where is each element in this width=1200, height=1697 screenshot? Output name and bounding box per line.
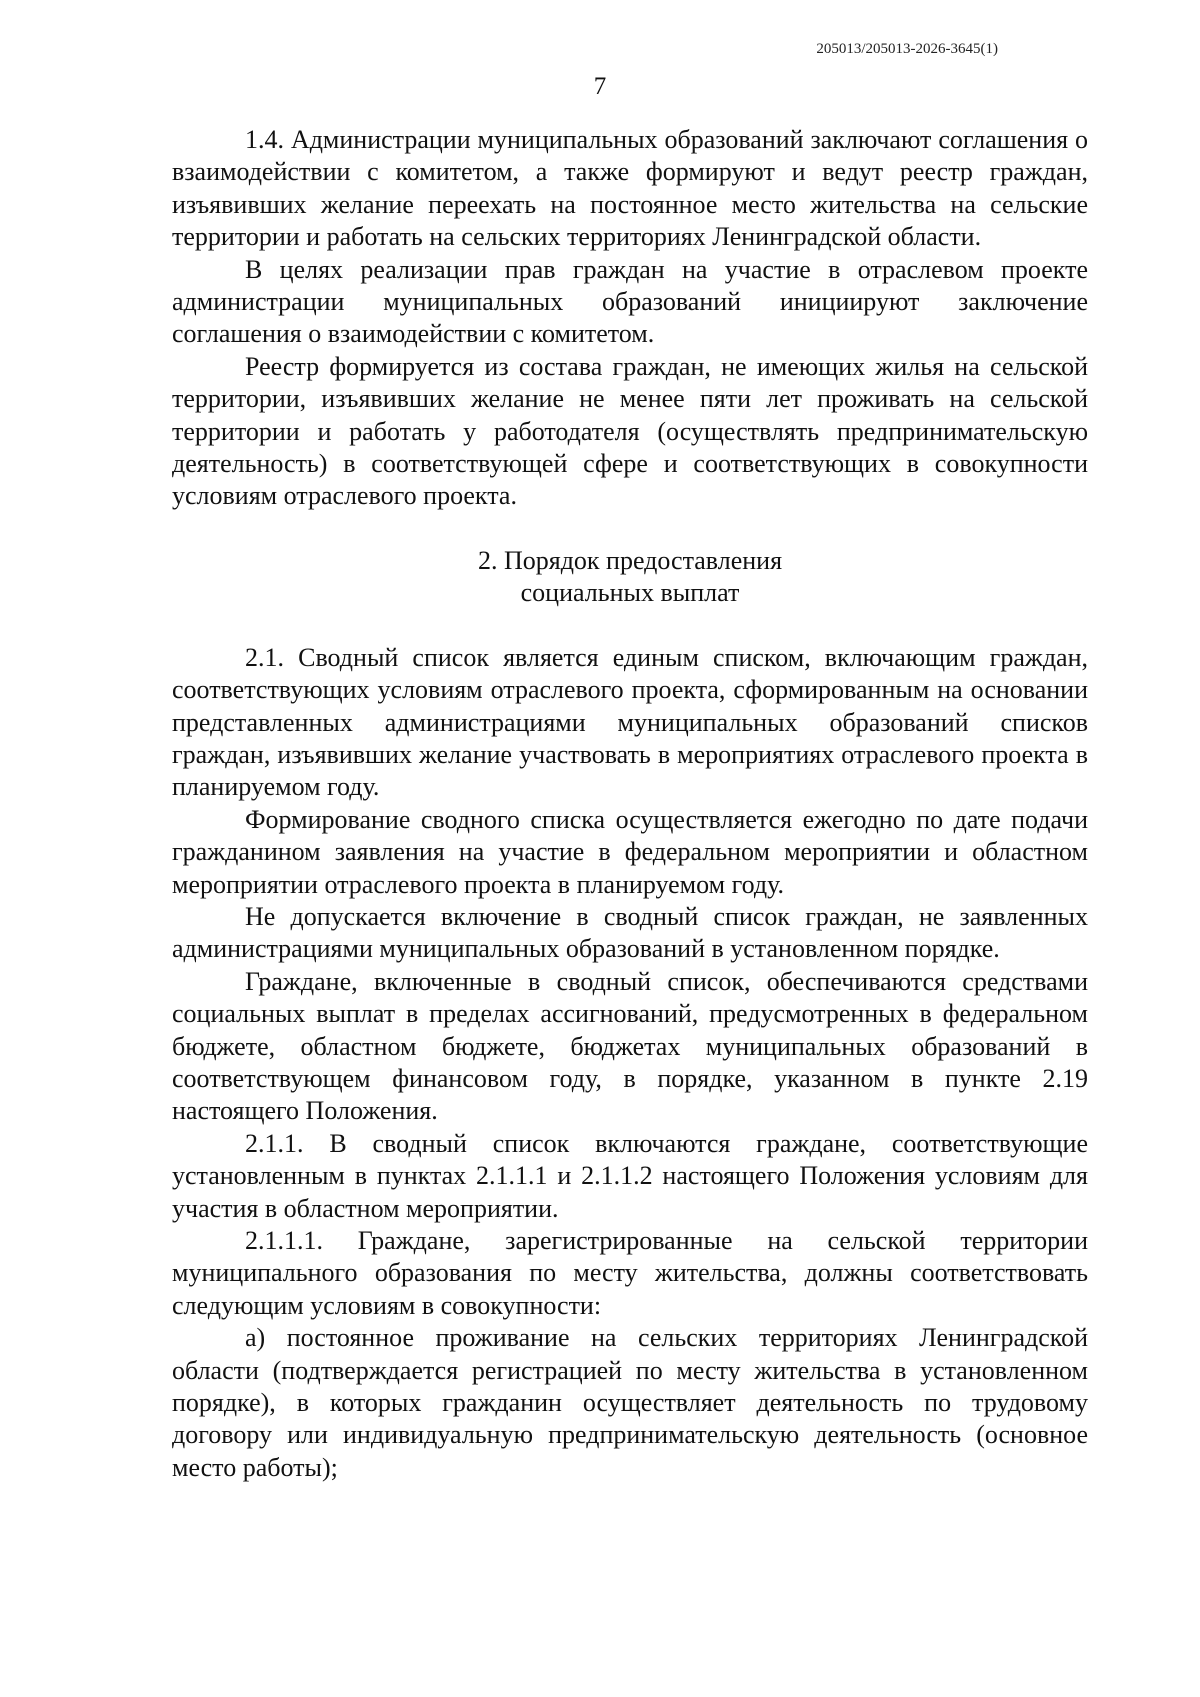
section-2-title-line-1: 2. Порядок предоставления bbox=[477, 545, 783, 575]
document-id: 205013/205013-2026-3645(1) bbox=[816, 41, 998, 57]
document-body bbox=[172, 124, 1088, 1484]
paragraph-2-1-1: 2.1.1. В сводный список включаются граждане, соответствующие установленным в пунктах 2.1.1.1 и 2.1.1.2 настоящего Положения условиям для участия в областном мероприятии. bbox=[172, 1128, 1088, 1223]
paragraph-registry: Реестр формируется из состава граждан, не имеющих жилья на сельской территории, изъявивших желание не менее пяти лет проживать на сельской территории и работать у работодателя (осуществлять предпринимательскую деятельность) в соответствующей сфере и соответствующих в совокупности условиям отраслевого проекта. bbox=[172, 351, 1088, 511]
paragraph-1-4: 1.4. Администрации муниципальных образований заключают соглашения о взаимодействии с комитетом, а также формируют и ведут реестр граждан, изъявивших желание переехать на постоянное место жительства на сельские территории и работать на сельских территориях Ленинградской области. bbox=[172, 125, 1088, 252]
section-2-title-line-2: социальных выплат bbox=[520, 578, 740, 608]
paragraph-funding: Граждане, включенные в сводный список, обеспечиваются средствами социальных выплат в пределах ассигнований, предусмотренных в федеральном бюджете, областном бюджете, бюджетах муниципальных образований в соответствующем финансовом году, в порядке, указанном в пункте 2.19 настоящего Положения. bbox=[172, 966, 1088, 1126]
paragraph-list-formation: Формирование сводного списка осуществляется ежегодно по дате подачи гражданином заявления на участие в федеральном мероприятии и областном мероприятии отраслевого проекта в планируемом году. bbox=[172, 804, 1088, 899]
paragraph-inclusion-restriction: Не допускается включение в сводный список граждан, не заявленных администрациями муниципальных образований в установленном порядке. bbox=[172, 901, 1088, 964]
paragraph-2-1: 2.1. Сводный список является единым списком, включающим граждан, соответствующих условиям отраслевого проекта, сформированным на основании представленных администрациями муниципальных образований списков граждан, изъявивших желание участвовать в мероприятиях отраслевого проекта в планируемом году. bbox=[172, 642, 1088, 802]
section-2-title bbox=[172, 545, 1088, 610]
page-number: 7 bbox=[593, 73, 607, 100]
paragraph-condition-a: а) постоянное проживание на сельских территориях Ленинградской области (подтверждается регистрацией по месту жительства в установленном порядке), в которых гражданин осуществляет деятельность по трудовому договору или индивидуальную предпринимательскую деятельность (основное место работы); bbox=[172, 1323, 1088, 1482]
paragraph-rights: В целях реализации прав граждан на участие в отраслевом проекте администрации муниципальных образований инициируют заключение соглашения о взаимодействии с комитетом. bbox=[172, 254, 1088, 349]
paragraph-2-1-1-1: 2.1.1.1. Граждане, зарегистрированные на сельской территории муниципального образования по месту жительства, должны соответствовать следующим условиям в совокупности: bbox=[172, 1226, 1088, 1320]
